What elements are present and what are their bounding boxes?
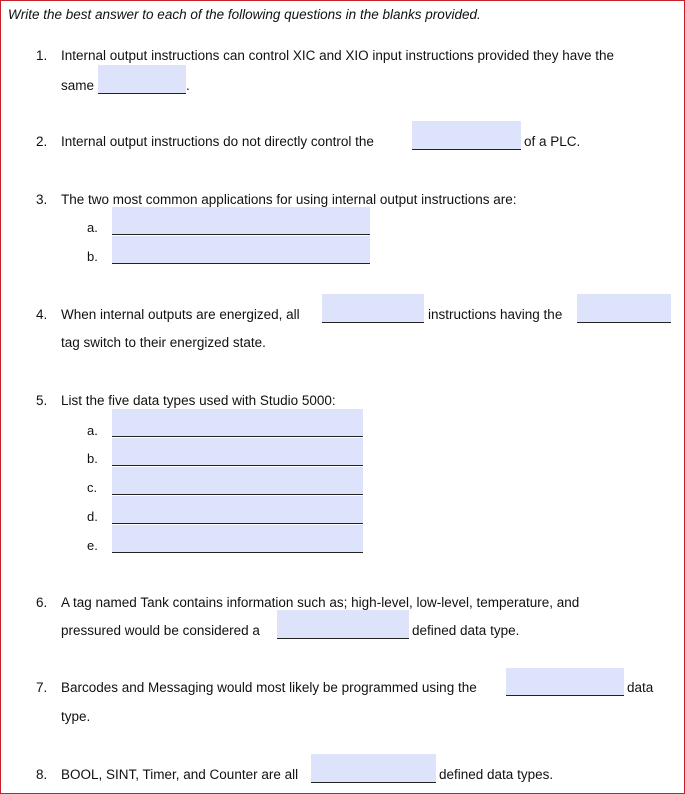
sub-item-label: a. — [87, 423, 98, 438]
answer-input-q6[interactable] — [277, 610, 409, 638]
answer-input-q4b[interactable] — [577, 294, 671, 322]
answer-blank-q4b[interactable] — [577, 294, 671, 323]
question-6-text-end: defined data type. — [412, 623, 520, 638]
answer-blank-q6[interactable] — [277, 610, 409, 639]
question-number: 3. — [36, 192, 48, 207]
answer-blank-q3b[interactable] — [112, 236, 370, 264]
answer-input-q3a[interactable] — [112, 207, 370, 234]
question-number: 1. — [36, 48, 48, 63]
question-4-text: When internal outputs are energized, all — [61, 307, 300, 322]
question-6-text: A tag named Tank contains information such as; high-level, low-level, temperature, and — [61, 595, 580, 610]
sub-item-label: d. — [87, 509, 98, 524]
sub-item-label: b. — [87, 451, 98, 466]
answer-blank-q3a[interactable] — [112, 207, 370, 235]
question-number: 7. — [36, 680, 48, 695]
question-1-text-cont: same — [61, 78, 95, 93]
question-number: 4. — [36, 307, 48, 322]
question-8-text: BOOL, SINT, Timer, and Counter are all — [61, 767, 299, 782]
question-number: 2. — [36, 134, 48, 149]
question-number: 6. — [36, 595, 48, 610]
question-4-text-mid: instructions having the — [428, 307, 563, 322]
answer-input-q5e[interactable] — [112, 525, 363, 552]
answer-input-q5d[interactable] — [112, 496, 363, 523]
answer-blank-q5a[interactable] — [112, 409, 363, 437]
answer-blank-q5b[interactable] — [112, 438, 363, 466]
sub-item-label: b. — [87, 249, 98, 264]
answer-input-q1[interactable] — [98, 65, 186, 93]
answer-blank-q2[interactable] — [412, 121, 521, 150]
answer-blank-q7[interactable] — [506, 668, 624, 696]
answer-input-q2[interactable] — [412, 121, 521, 149]
question-7-text: Barcodes and Messaging would most likely be programmed using the — [61, 680, 477, 695]
answer-input-q3b[interactable] — [112, 236, 370, 263]
answer-input-q5b[interactable] — [112, 438, 363, 465]
answer-blank-q5e[interactable] — [112, 525, 363, 553]
sub-item-label: a. — [87, 220, 98, 235]
answer-input-q5c[interactable] — [112, 467, 363, 494]
answer-blank-q8[interactable] — [311, 754, 436, 783]
answer-blank-q5c[interactable] — [112, 467, 363, 495]
sub-item-label: c. — [87, 480, 98, 495]
answer-blank-q5d[interactable] — [112, 496, 363, 524]
question-number: 8. — [36, 767, 48, 782]
question-8-text-end: defined data types. — [439, 767, 554, 782]
answer-blank-q4a[interactable] — [322, 294, 424, 323]
question-7-text-cont: type. — [61, 709, 91, 724]
instructions: Write the best answer to each of the following questions in the blanks provided. — [8, 7, 481, 22]
answer-input-q8[interactable] — [311, 754, 436, 782]
answer-input-q7[interactable] — [506, 668, 624, 695]
question-6-text-cont: pressured would be considered a — [61, 623, 260, 638]
question-1-text: Internal output instructions can control XIC and XIO input instructions provided they have the — [61, 48, 615, 63]
question-4-text-cont: tag switch to their energized state. — [61, 335, 266, 350]
answer-blank-q1[interactable] — [98, 65, 186, 94]
question-5-text: List the five data types used with Studio 5000: — [61, 393, 336, 408]
question-2-text: Internal output instructions do not directly control the — [61, 134, 374, 149]
question-7-text-end: data — [627, 680, 654, 695]
question-3-text: The two most common applications for using internal output instructions are: — [61, 192, 517, 207]
question-1-period: . — [186, 78, 190, 93]
question-number: 5. — [36, 393, 48, 408]
sub-item-label: e. — [87, 538, 98, 553]
question-2-text-end: of a PLC. — [524, 134, 581, 149]
answer-input-q4a[interactable] — [322, 294, 424, 322]
answer-input-q5a[interactable] — [112, 409, 363, 436]
